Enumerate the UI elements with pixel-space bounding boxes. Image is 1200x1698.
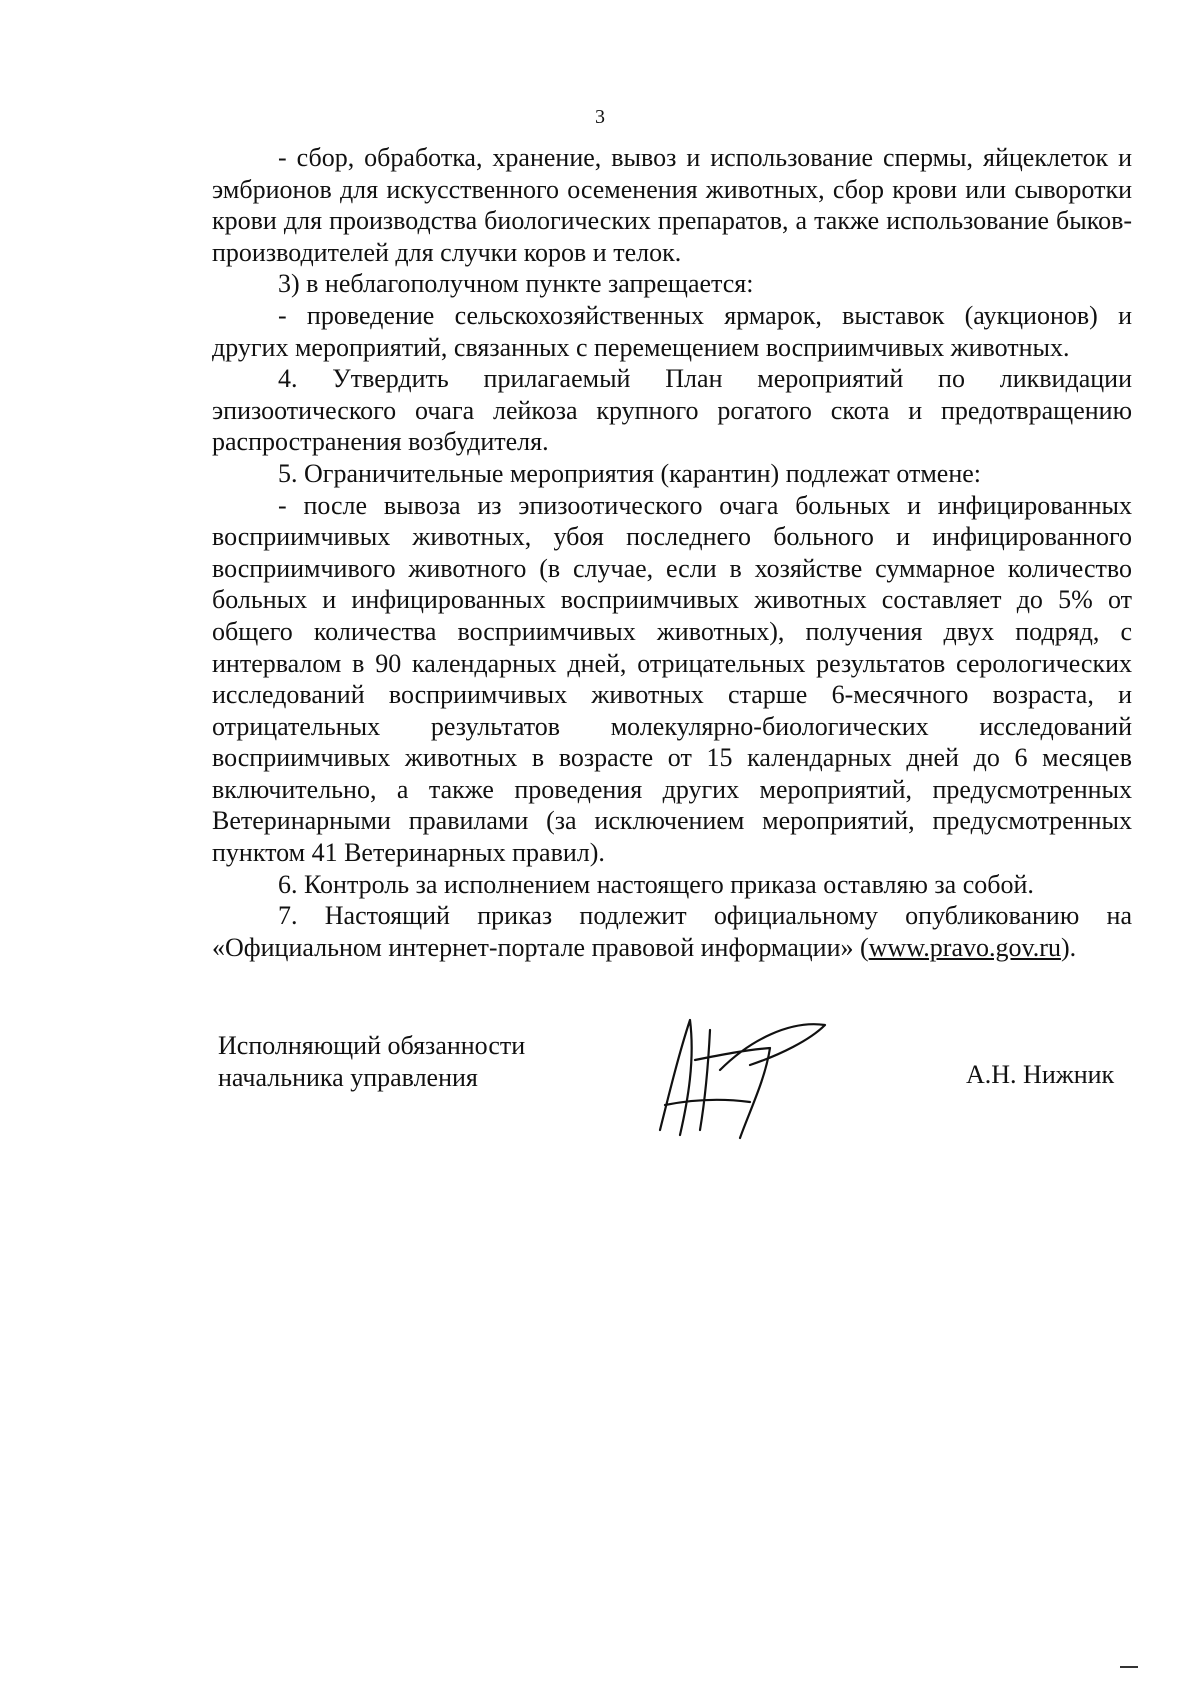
paragraph-point-4: 4. Утвердить прилагаемый План мероприятий по ликвидации эпизоотического очага лейкоза крупного рогатого скота и предотвращению распространения возбудителя. [212,364,1132,457]
paragraph-point-3: 3) в неблагополучном пункте запрещается: [278,269,754,299]
paragraph-collection-ban: - сбор, обработка, хранение, вывоз и использование спермы, яйцеклеток и эмбрионов для искусственного осеменения животных, сбор крови или сыворотки крови для производства биологических препаратов, а также использование быков-производителей для случки коров и телок. [212,143,1132,267]
signatory-position-line2: начальника управления [218,1063,478,1092]
scan-edge-mark [1120,1666,1138,1668]
handwritten-signature [650,1010,840,1140]
signatory-position-line1: Исполняющий обязанности [218,1031,526,1060]
paragraph-point-5: 5. Ограничительные мероприятия (карантин) подлежат отмене: [278,458,982,488]
page-number: 3 [595,106,605,128]
pravo-link[interactable]: www.pravo.gov.ru [868,932,1061,962]
paragraph-point-7-end: ). [1060,932,1077,962]
document-body [212,142,1132,963]
signatory-position [218,1030,525,1094]
paragraph-point-6: 6. Контроль за исполнением настоящего приказа оставляю за собой. [278,869,1034,899]
paragraph-point-7-text: 7. Настоящий приказ подлежит официальному опубликованию на «Официальном интернет-портале правовой информации» ( [212,901,1132,962]
paragraph-point-7 [212,900,1132,963]
signatory-name: А.Н. Нижник [966,1060,1115,1089]
paragraph-fairs-ban: - проведение сельскохозяйственных ярмарок, выставок (аукционов) и других мероприятий, связанных с перемещением восприимчивых животных. [212,300,1132,362]
paragraph-quarantine-lifting: - после вывоза из эпизоотического очага больных и инфицированных восприимчивых животных, убоя последнего больного и инфицированного восприимчивого животного (в случае, если в хозяйстве суммарное количество больных и инфицированных восприимчивых животных составляет до 5% от общего количества восприимчивых животных), получения двух подряд, с интервалом в 90 календарных дней, отрицательных результатов серологических исследований восприимчивых животных старше 6-месячного возраста, и отрицательных результатов молекулярно-биологических исследований восприимчивых животных в возрасте от 15 календарных дней до 6 месяцев включительно, а также проведения других мероприятий, предусмотренных Ветеринарными правилами (за исключением мероприятий, предусмотренных пунктом 41 Ветеринарных правил). [212,490,1132,868]
